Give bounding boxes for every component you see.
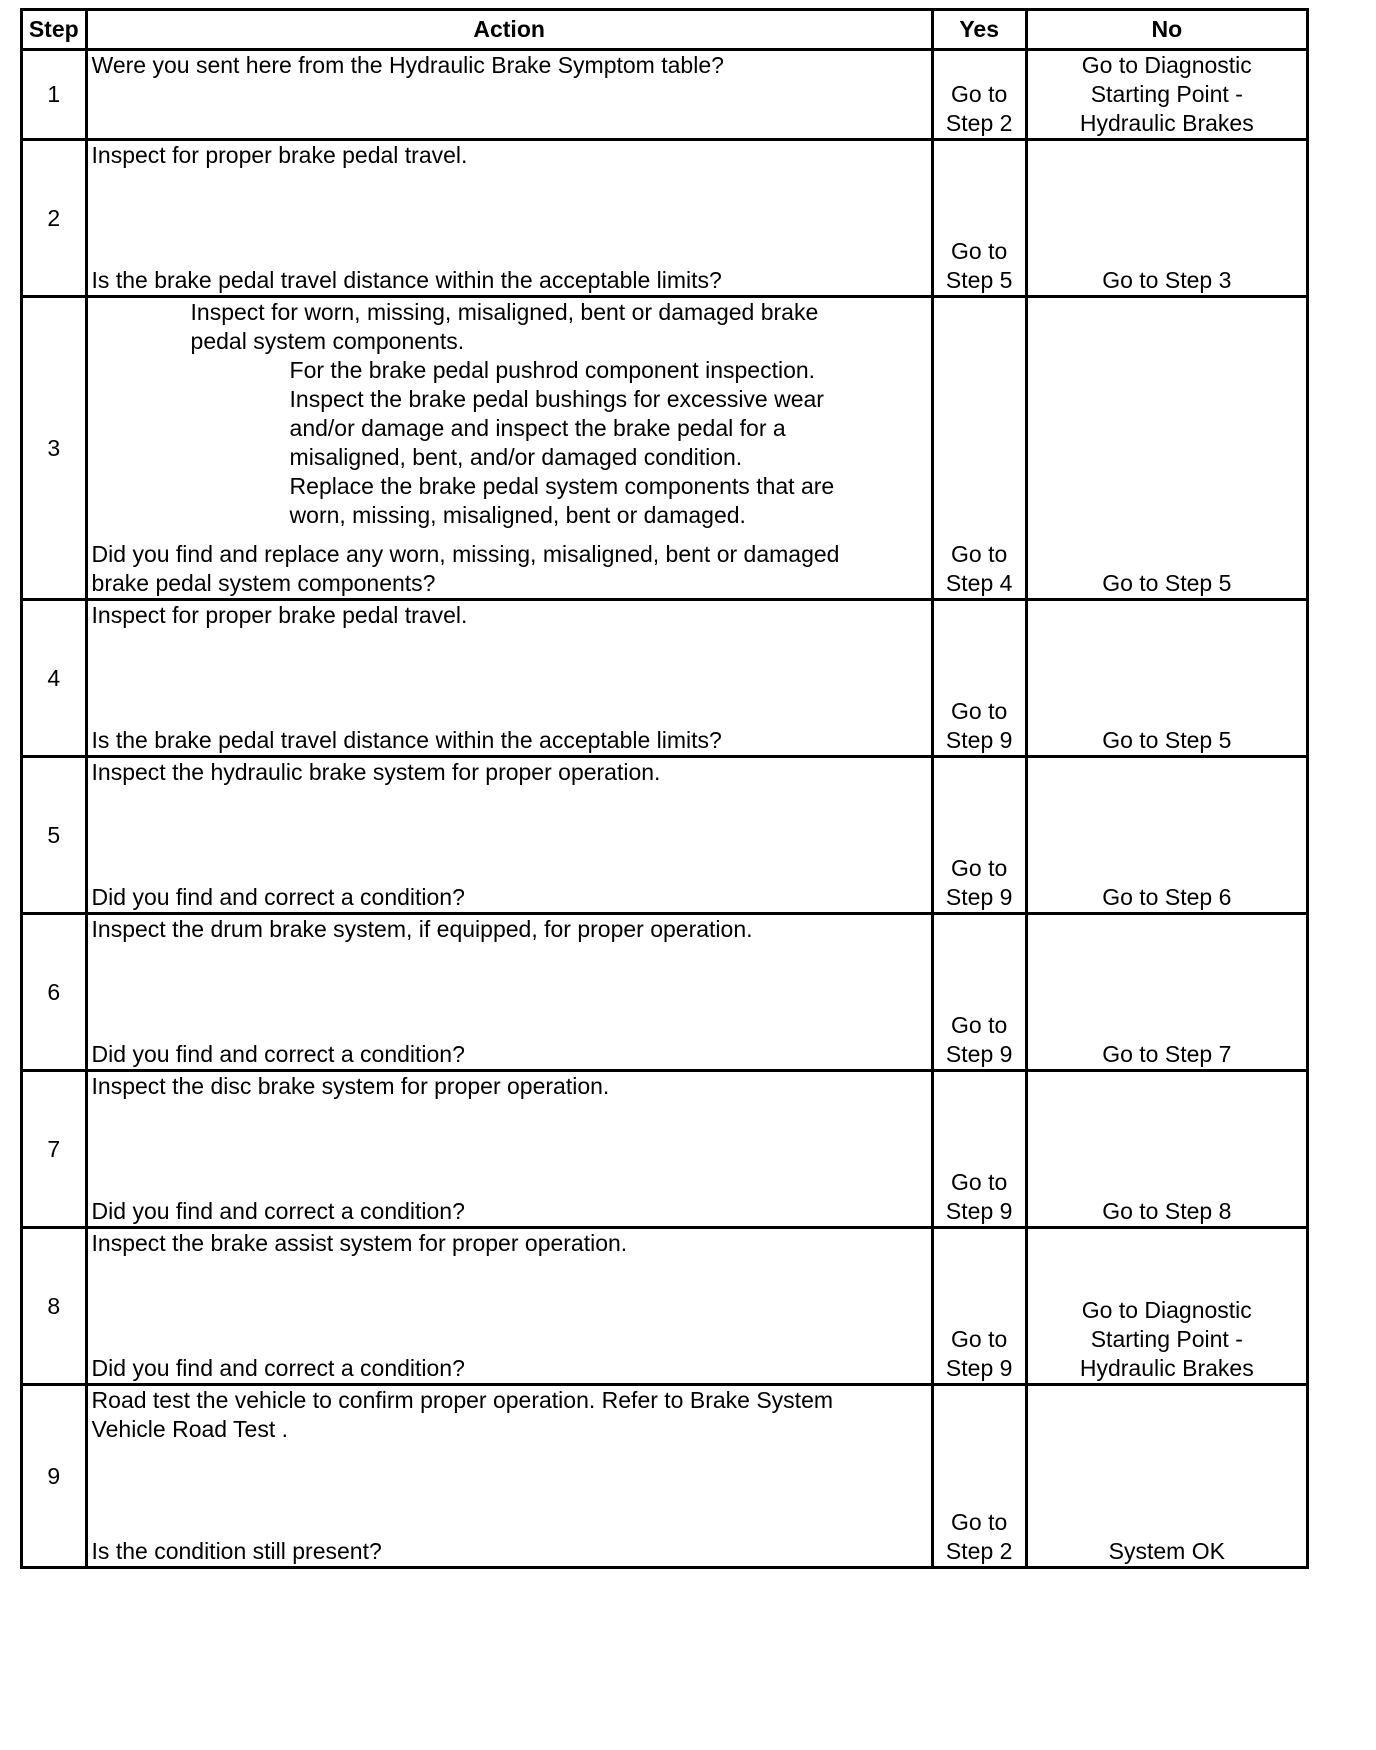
action-instruction bbox=[92, 601, 927, 630]
no-line: Hydraulic Brakes bbox=[1079, 110, 1254, 136]
no-line: Go to Step 8 bbox=[1102, 1198, 1232, 1224]
table-row bbox=[22, 140, 1308, 297]
action-line: Inspect for worn, missing, misaligned, bent or damaged brake bbox=[190, 299, 819, 325]
action-question bbox=[92, 1040, 927, 1069]
action-line: Inspect for proper brake pedal travel. bbox=[91, 602, 468, 628]
no-line: System OK bbox=[1108, 1538, 1225, 1564]
no-line: Hydraulic Brakes bbox=[1079, 1355, 1254, 1381]
yes-line: Go to bbox=[951, 855, 1008, 881]
table-row bbox=[22, 1228, 1308, 1385]
table-row bbox=[22, 1071, 1308, 1228]
action-question bbox=[92, 266, 927, 295]
action-instruction bbox=[92, 298, 927, 530]
action-cell bbox=[86, 140, 932, 297]
yes-outcome bbox=[932, 1228, 1026, 1385]
action-instruction bbox=[92, 51, 927, 80]
no-outcome bbox=[1026, 914, 1307, 1071]
step-number: 1 bbox=[22, 50, 87, 140]
action-content bbox=[92, 141, 927, 295]
no-line: Go to Step 3 bbox=[1102, 267, 1232, 293]
header-action: Action bbox=[86, 10, 932, 50]
action-question bbox=[92, 1354, 927, 1383]
action-instruction bbox=[92, 141, 927, 170]
yes-line: Go to bbox=[951, 1012, 1008, 1038]
yes-line: Step 9 bbox=[945, 1198, 1013, 1224]
action-question bbox=[92, 726, 927, 755]
action-line: pedal system components. bbox=[190, 328, 465, 354]
action-line: Inspect the brake pedal bushings for excessive wear bbox=[289, 386, 824, 412]
table-row bbox=[22, 1385, 1308, 1568]
yes-outcome bbox=[932, 757, 1026, 914]
yes-line: Step 2 bbox=[945, 110, 1013, 136]
yes-line: Go to bbox=[951, 1326, 1008, 1352]
action-content bbox=[92, 601, 927, 755]
step-number: 5 bbox=[22, 757, 87, 914]
yes-line: Step 2 bbox=[945, 1538, 1013, 1564]
action-line: Inspect the drum brake system, if equipped, for proper operation. bbox=[91, 916, 753, 942]
action-line: Vehicle Road Test . bbox=[91, 1416, 289, 1442]
action-line: Inspect the disc brake system for proper operation. bbox=[91, 1073, 610, 1099]
no-line: Go to Diagnostic bbox=[1081, 1297, 1252, 1323]
action-content bbox=[92, 51, 927, 135]
step-number: 2 bbox=[22, 140, 87, 297]
yes-line: Go to bbox=[951, 1509, 1008, 1535]
action-line: Inspect for proper brake pedal travel. bbox=[91, 142, 468, 168]
no-outcome bbox=[1026, 1071, 1307, 1228]
yes-line: Step 9 bbox=[945, 1355, 1013, 1381]
no-line: Go to Step 6 bbox=[1102, 884, 1232, 910]
no-outcome bbox=[1026, 757, 1307, 914]
action-question bbox=[92, 540, 927, 598]
action-line: For the brake pedal pushrod component inspection. bbox=[289, 357, 816, 383]
table-row bbox=[22, 600, 1308, 757]
header-yes: Yes bbox=[932, 10, 1026, 50]
yes-line: Step 9 bbox=[945, 1041, 1013, 1067]
yes-line: Go to bbox=[951, 698, 1008, 724]
table-row bbox=[22, 757, 1308, 914]
yes-line: Go to bbox=[951, 541, 1008, 567]
no-line: Go to Diagnostic bbox=[1081, 52, 1252, 78]
no-line: Go to Step 5 bbox=[1102, 727, 1232, 753]
step-number: 7 bbox=[22, 1071, 87, 1228]
action-content bbox=[92, 1386, 927, 1566]
action-instruction bbox=[92, 1229, 927, 1258]
action-line: worn, missing, misaligned, bent or damaged. bbox=[289, 502, 746, 528]
action-content bbox=[92, 1072, 927, 1226]
no-line: Starting Point - bbox=[1090, 81, 1243, 107]
header-no: No bbox=[1026, 10, 1307, 50]
step-number: 6 bbox=[22, 914, 87, 1071]
action-question bbox=[92, 1537, 927, 1566]
no-outcome bbox=[1026, 297, 1307, 600]
table-row bbox=[22, 914, 1308, 1071]
table-body bbox=[22, 50, 1308, 1568]
yes-line: Go to bbox=[951, 1169, 1008, 1195]
yes-outcome bbox=[932, 914, 1026, 1071]
table-row bbox=[22, 50, 1308, 140]
action-question bbox=[92, 1197, 927, 1226]
action-cell bbox=[86, 1385, 932, 1568]
action-line: Is the brake pedal travel distance within the acceptable limits? bbox=[91, 267, 722, 293]
action-content bbox=[92, 915, 927, 1069]
action-line: Did you find and correct a condition? bbox=[91, 1041, 465, 1067]
yes-line: Step 5 bbox=[945, 267, 1013, 293]
step-number: 9 bbox=[22, 1385, 87, 1568]
action-instruction bbox=[92, 915, 927, 944]
action-cell bbox=[86, 1228, 932, 1385]
no-outcome bbox=[1026, 1385, 1307, 1568]
yes-line: Go to bbox=[951, 238, 1008, 264]
action-line: Were you sent here from the Hydraulic Brake Symptom table? bbox=[91, 52, 724, 78]
action-cell bbox=[86, 1071, 932, 1228]
table-row bbox=[22, 297, 1308, 600]
no-outcome bbox=[1026, 1228, 1307, 1385]
no-outcome bbox=[1026, 50, 1307, 140]
action-line: Replace the brake pedal system components that are bbox=[289, 473, 835, 499]
diagnostic-table bbox=[20, 8, 1309, 1569]
step-number: 4 bbox=[22, 600, 87, 757]
step-number: 3 bbox=[22, 297, 87, 600]
action-instruction bbox=[92, 1072, 927, 1101]
action-line: Inspect the brake assist system for proper operation. bbox=[91, 1230, 628, 1256]
action-content bbox=[92, 298, 927, 598]
action-instruction bbox=[92, 1386, 927, 1444]
yes-line: Step 9 bbox=[945, 884, 1013, 910]
action-line: Did you find and replace any worn, missing, misaligned, bent or damaged bbox=[91, 541, 840, 567]
action-content bbox=[92, 1229, 927, 1383]
action-line: Is the brake pedal travel distance within the acceptable limits? bbox=[91, 727, 722, 753]
no-outcome bbox=[1026, 140, 1307, 297]
action-line: Did you find and correct a condition? bbox=[91, 884, 465, 910]
yes-outcome bbox=[932, 297, 1026, 600]
yes-line: Step 4 bbox=[945, 570, 1013, 596]
no-outcome bbox=[1026, 600, 1307, 757]
action-line: Inspect the hydraulic brake system for proper operation. bbox=[91, 759, 661, 785]
action-cell bbox=[86, 600, 932, 757]
no-line: Go to Step 7 bbox=[1102, 1041, 1232, 1067]
yes-outcome bbox=[932, 1071, 1026, 1228]
yes-line: Go to bbox=[951, 81, 1008, 107]
action-line: Did you find and correct a condition? bbox=[91, 1355, 465, 1381]
action-line: Did you find and correct a condition? bbox=[91, 1198, 465, 1224]
action-line: brake pedal system components? bbox=[91, 570, 436, 596]
yes-outcome bbox=[932, 600, 1026, 757]
action-question bbox=[92, 883, 927, 912]
action-cell bbox=[86, 757, 932, 914]
action-cell bbox=[86, 297, 932, 600]
action-content bbox=[92, 758, 927, 912]
action-line: Is the condition still present? bbox=[91, 1538, 382, 1564]
action-cell bbox=[86, 50, 932, 140]
action-line: Road test the vehicle to confirm proper operation. Refer to Brake System bbox=[91, 1387, 834, 1413]
action-instruction bbox=[92, 758, 927, 787]
action-cell bbox=[86, 914, 932, 1071]
action-line: misaligned, bent, and/or damaged condition. bbox=[289, 444, 743, 470]
yes-outcome bbox=[932, 1385, 1026, 1568]
header-step: Step bbox=[22, 10, 87, 50]
yes-outcome bbox=[932, 140, 1026, 297]
no-line: Starting Point - bbox=[1090, 1326, 1243, 1352]
step-number: 8 bbox=[22, 1228, 87, 1385]
action-line: and/or damage and inspect the brake pedal for a bbox=[289, 415, 786, 441]
yes-outcome bbox=[932, 50, 1026, 140]
no-line: Go to Step 5 bbox=[1102, 570, 1232, 596]
header-row bbox=[22, 10, 1308, 50]
yes-line: Step 9 bbox=[945, 727, 1013, 753]
